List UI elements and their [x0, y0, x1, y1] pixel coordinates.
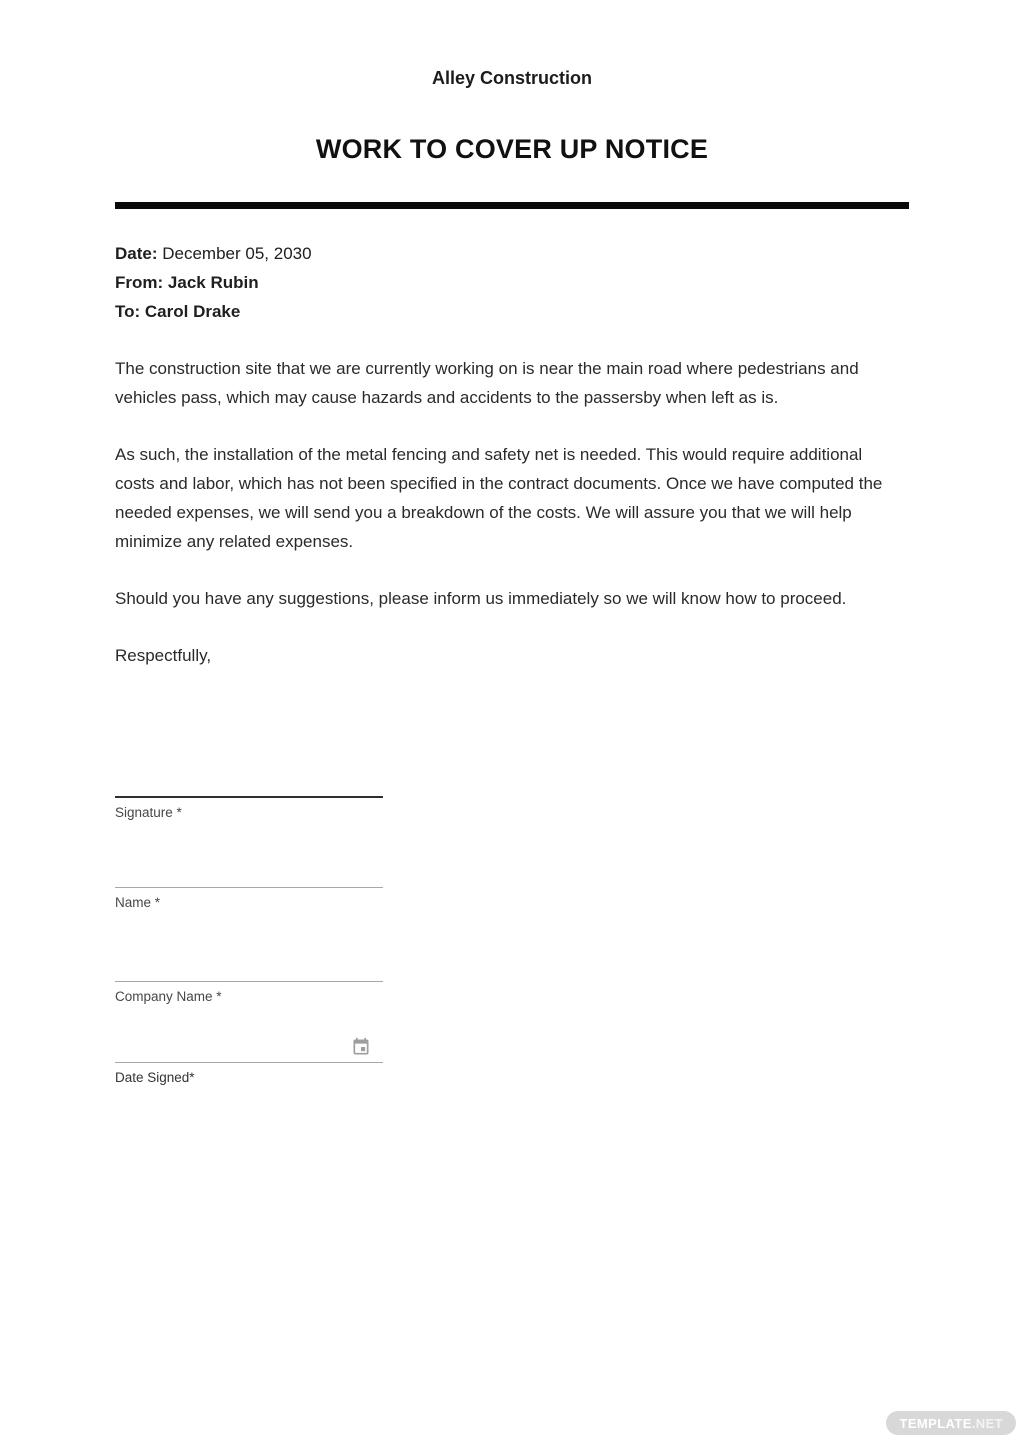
date-picker-row [115, 1037, 383, 1057]
date-label: Date: [115, 244, 158, 263]
paragraph-2: As such, the installation of the metal fencing and safety net is needed. This would require additional costs and labor, which has not been specified in the contract documents. Once we have computed the needed expenses, we will send you a breakdown of the costs. We will assure you that we will help minimize any related expenses. [115, 445, 883, 551]
signature-label: Signature * [115, 805, 182, 820]
company-name-label: Company Name * [115, 989, 222, 1004]
header-rule [115, 202, 909, 209]
company-name: Alley Construction [431, 68, 592, 88]
name-label: Name * [115, 895, 161, 910]
from-value: Jack Rubin [167, 273, 259, 292]
meta-block [115, 239, 909, 326]
to-label: To: [115, 302, 141, 321]
signature-form [115, 796, 1024, 1086]
watermark-suffix: .NET [971, 1415, 1003, 1431]
date-signed-label: Date Signed* [115, 1070, 195, 1085]
signature-field[interactable] [115, 796, 383, 821]
company-name-field[interactable] [115, 981, 383, 1005]
to-line [115, 297, 909, 326]
calendar-icon[interactable] [351, 1037, 371, 1057]
to-value: Carol Drake [144, 302, 241, 321]
from-label: From: [115, 273, 164, 292]
paragraph-1: The construction site that we are currently working on is near the main road where pedestrians and vehicles pass, which may cause hazards and accidents to the passersby when left as is. [115, 359, 859, 407]
paragraph-3: Should you have any suggestions, please inform us immediately so we will know how to proceed. [115, 589, 847, 608]
closing-salutation: Respectfully, [115, 646, 212, 665]
document-title: WORK TO COVER UP NOTICE [315, 134, 709, 164]
templatenet-badge [886, 1411, 1016, 1435]
name-field[interactable] [115, 887, 383, 911]
date-signed-field[interactable] [115, 1037, 383, 1086]
from-line [115, 268, 909, 297]
date-value: December 05, 2030 [162, 244, 312, 263]
watermark-brand: TEMPLATE [899, 1415, 972, 1431]
date-line [115, 239, 909, 268]
